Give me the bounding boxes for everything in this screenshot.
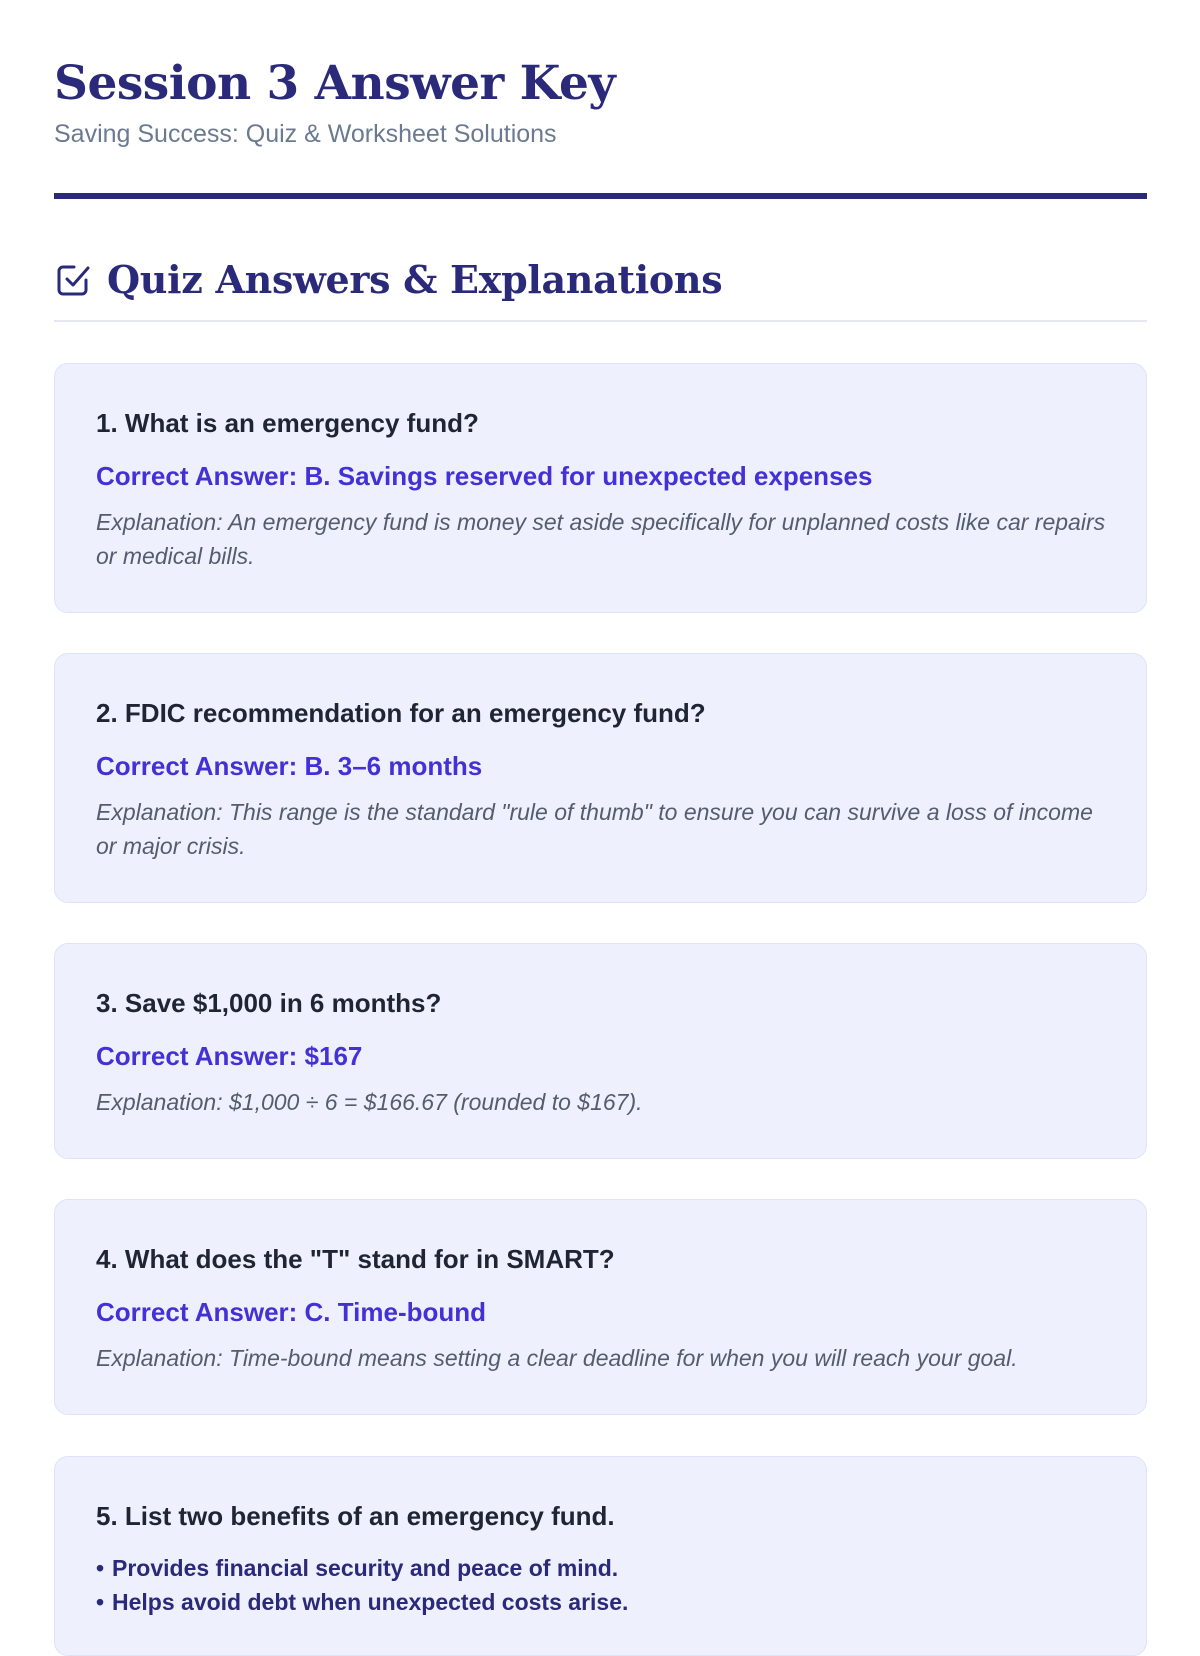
correct-answer: Correct Answer: B. Savings reserved for unexpected expenses	[96, 461, 873, 491]
bullet-icon: •	[96, 1589, 105, 1615]
quiz-answer-card	[54, 363, 1147, 613]
quiz-answer-card	[54, 1199, 1147, 1415]
quiz-question: 4. What does the "T" stand for in SMART?	[96, 1244, 615, 1274]
correct-answer: Correct Answer: $167	[96, 1041, 363, 1071]
benefit-item	[96, 1585, 628, 1619]
section-title: Quiz Answers & Explanations	[107, 257, 723, 302]
correct-answer: Correct Answer: B. 3–6 months	[96, 751, 483, 781]
quiz-answer-card	[54, 653, 1147, 903]
answer-explanation: Explanation: $1,000 ÷ 6 = $166.67 (rounded to $167).	[96, 1089, 643, 1115]
answer-explanation: Explanation: An emergency fund is money set aside specifically for unplanned costs like car repairs or medical bills.	[96, 509, 1106, 569]
quiz-question: 1. What is an emergency fund?	[96, 408, 479, 438]
quiz-answer-card	[54, 1456, 1147, 1656]
page-subtitle: Saving Success: Quiz & Worksheet Solutions	[54, 120, 557, 148]
correct-answer: Correct Answer: C. Time-bound	[96, 1297, 487, 1327]
quiz-answer-card	[54, 943, 1147, 1159]
benefit-item	[96, 1551, 628, 1585]
bullet-icon: •	[96, 1555, 105, 1581]
benefit-list	[96, 1551, 628, 1619]
answer-explanation: Explanation: This range is the standard "rule of thumb" to ensure you can survive a loss of income or major crisis.	[96, 799, 1093, 859]
checkbox-checked-icon	[55, 262, 91, 298]
benefit-text: Helps avoid debt when unexpected costs arise.	[112, 1589, 629, 1615]
section-header	[54, 254, 1147, 322]
title-divider	[54, 193, 1147, 199]
quiz-question: 3. Save $1,000 in 6 months?	[96, 988, 442, 1018]
benefit-text: Provides financial security and peace of mind.	[112, 1555, 619, 1581]
quiz-question: 2. FDIC recommendation for an emergency fund?	[96, 698, 706, 728]
page-title: Session 3 Answer Key	[54, 56, 616, 111]
answer-explanation: Explanation: Time-bound means setting a clear deadline for when you will reach your goal.	[96, 1345, 1018, 1371]
quiz-question: 5. List two benefits of an emergency fund.	[96, 1501, 615, 1531]
